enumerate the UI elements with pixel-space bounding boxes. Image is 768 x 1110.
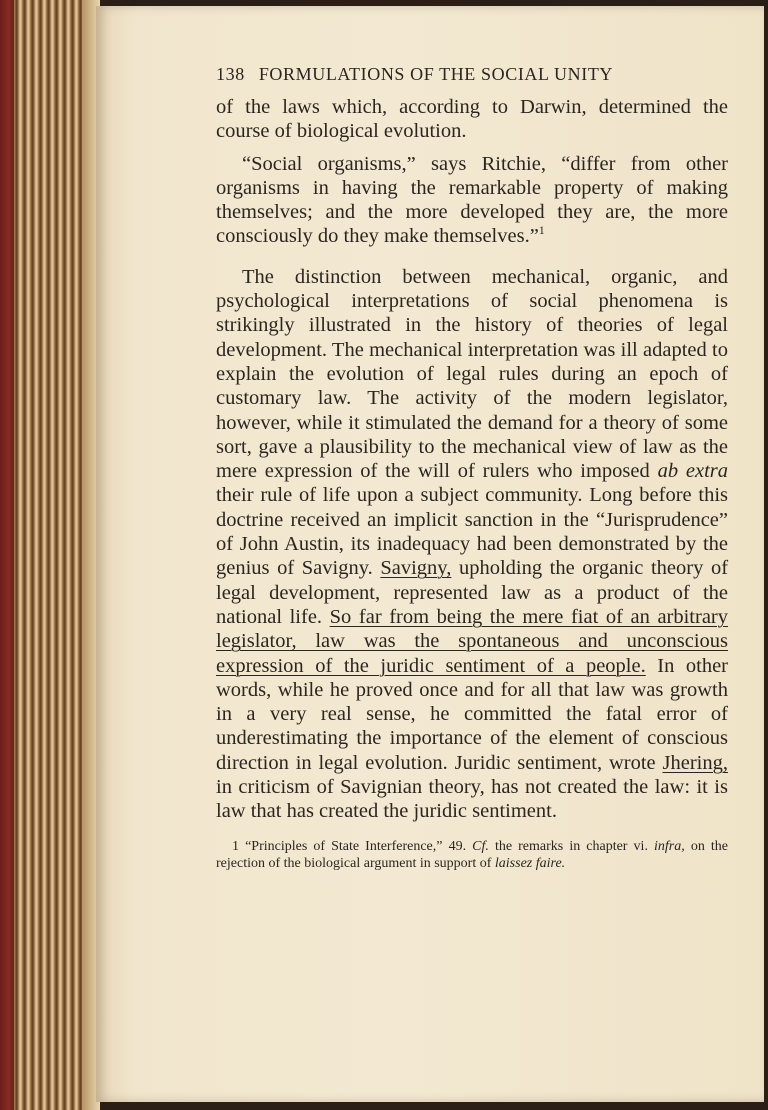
footnote-text-b: the remarks in chapter vi.	[494, 838, 648, 854]
p3-part-a: The distinction between mechanical, organic, and psychological interpretations of social phenomena is strikingly illustrated in the history of theories of legal development. The mechanical interpretation was ill adapted to explain the evolution of legal rules during an epoch of customary law. The activity of the modern legislator, however, while it stimulated the demand for a theory of some sort, gave a plausibility to the mechanical view of law as the mere expression of the will of rulers who imposed	[216, 265, 728, 483]
paragraph-1: of the laws which, according to Darwin, determined the course of biological evolution.	[216, 96, 728, 143]
running-title: FORMULATIONS OF THE SOCIAL UNITY	[258, 64, 614, 84]
p3-jhering-underlined: Jhering,	[662, 751, 728, 774]
footnote-infra: infra,	[654, 838, 685, 854]
p3-part-c: their rule of life upon a subject community. Long before this doctrine received an implicit sanction in the “Jurisprudence” of John Austin, its inadequacy had been demonstrated by the genius of Savigny.	[216, 484, 728, 580]
footnote-marker: 1	[232, 838, 239, 854]
p3-savigny-underlined: Savigny,	[380, 557, 452, 580]
paragraph-2	[216, 152, 728, 249]
book-page-edges	[0, 0, 100, 1110]
p3-part-g: In other words, while he proved once and for all that law was growth in a very real sense, he committed the fatal error of underestimating the importance of the element of conscious direction in legal evolution. Juridic sentiment, wrote	[216, 654, 728, 774]
footnote-ref: 1	[538, 223, 545, 238]
paragraph-3	[216, 265, 728, 824]
p3-part-i: in criticism of Savignian theory, has not created the law: it is law that has created the juridic sentiment.	[216, 776, 728, 823]
footnote-laissez: laissez faire.	[494, 855, 566, 871]
p3-ab-extra: ab extra	[657, 460, 729, 483]
footnote-cf: Cf.	[472, 838, 489, 854]
p3-part-e: upholding the organic theory of legal development, represented law as a product of the national life.	[216, 557, 729, 628]
footnote-text-c: on the rejection of the biological argument in support of	[216, 838, 729, 871]
text-block	[216, 64, 728, 886]
running-head	[216, 64, 728, 85]
p3-fiat-underlined: So far from being the mere fiat of an arbitrary legislator, law was the spontaneous and unconscious expression of the juridic sentiment of a people.	[216, 605, 729, 677]
ritchie-quote: “Social organisms,” says Ritchie, “differ from other organisms in having the remarkable property of making themselves; and the more developed they are, the more consciously do they make themselves.”	[216, 152, 728, 248]
footnote-text-a: “Principles of State Interference,” 49.	[245, 838, 467, 854]
body-text	[216, 95, 728, 824]
page-number: 138	[216, 64, 245, 84]
footnote	[216, 838, 728, 872]
